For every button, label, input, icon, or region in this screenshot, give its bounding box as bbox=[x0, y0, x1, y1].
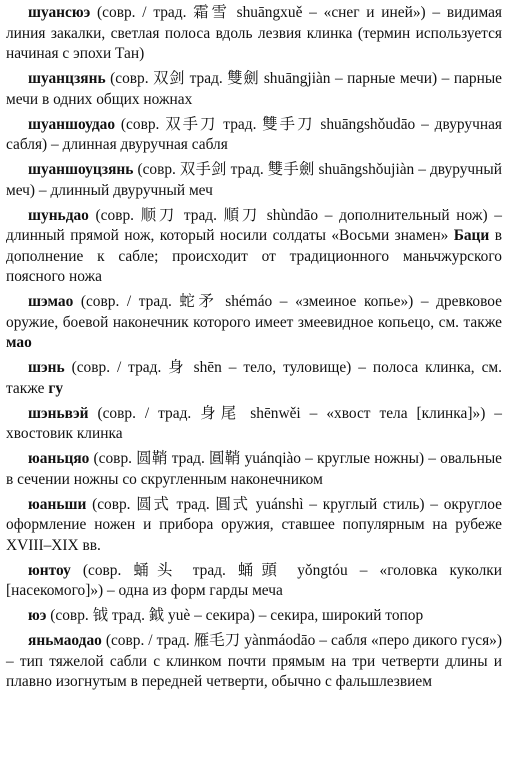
entry-definition: (совр. 圆鞘 трад. 圓鞘 yuánqiào – круглые ножны) – овальные в сечении ножны со скругленным наконечником bbox=[6, 450, 502, 488]
entry-definition: (совр. / трад. 身 shēn – тело, туловище) – полоса клинка, см. также bbox=[6, 359, 502, 397]
entry-term: юэ bbox=[28, 607, 47, 624]
entry-definition: (совр. 圆式 трад. 圓式 yuánshì – круглый стиль) – округлое оформление ножен и прибора оружия, ставшее популярным на рубеже XVIII–XIX вв. bbox=[6, 495, 502, 554]
entry-term: шуансюэ bbox=[28, 4, 91, 21]
dictionary-entry bbox=[6, 160, 502, 201]
entry-definition: (совр. 蛹头 трад. 蛹頭 yǒngtóu – «головка куколки [насекомого]») – одна из форм гарды меча bbox=[6, 561, 502, 599]
dictionary-entry bbox=[6, 631, 502, 693]
entry-definition: (совр. 双剑 трад. 雙劍 shuāngjiàn – парные мечи) – парные мечи в одних общих ножнах bbox=[6, 70, 502, 108]
dictionary-entry bbox=[6, 404, 502, 445]
entry-definition: (совр. 双手刀 трад. 雙手刀 shuāngshǒudāo – двуручная сабля) – длинная двуручная сабля bbox=[6, 115, 502, 153]
dictionary-entry bbox=[6, 449, 502, 490]
entry-definition: (совр. / трад. 蛇矛 shémáo – «змеиное копье») – древковое оружие, боевой наконечник которого имеет змеевидное копьецо, см. также bbox=[6, 293, 502, 331]
dictionary-entry bbox=[6, 495, 502, 557]
entry-term: шэнь bbox=[28, 359, 65, 376]
dictionary-entry bbox=[6, 115, 502, 156]
dictionary-entry bbox=[6, 292, 502, 354]
entry-term: шуньдао bbox=[28, 206, 89, 224]
entry-term: юаньши bbox=[28, 495, 87, 513]
entry-definition: (совр. 钺 трад. 鉞 yuè – секира) – секира, широкий топор bbox=[46, 607, 424, 624]
entry-definition-continued: в дополнение к сабле; происходит от традиционного маньчжурского поясного ножа bbox=[6, 227, 502, 285]
entry-term: юнтоу bbox=[28, 561, 71, 579]
entry-term: шуаншоуцзянь bbox=[28, 161, 134, 178]
entry-term: шэньвэй bbox=[28, 404, 89, 422]
entry-term: юаньцяо bbox=[28, 450, 90, 467]
dictionary-entry bbox=[6, 606, 502, 627]
dictionary-entry bbox=[6, 561, 502, 602]
cross-reference: мао bbox=[6, 334, 32, 351]
entry-term: шуаншоудао bbox=[28, 115, 116, 133]
entry-definition: (совр. 双手剑 трад. 雙手劍 shuāngshǒujiàn – двуручный меч) – длинный двуручный меч bbox=[6, 161, 502, 199]
dictionary-entry bbox=[6, 69, 502, 110]
entry-term: шуанцзянь bbox=[28, 70, 106, 87]
entry-definition: (совр. / трад. 身尾 shēnwěi – «хвост тела [клинка]») – хвостовик клинка bbox=[6, 404, 502, 442]
cross-reference: гу bbox=[48, 379, 64, 397]
dictionary-entry bbox=[6, 3, 502, 65]
entry-definition: (совр. 顺刀 трад. 順刀 shùndāo – дополнительный нож) – длинный прямой нож, который носили солдаты «Восьми знамен» bbox=[6, 206, 502, 244]
entry-definition: (совр. / трад. 雁毛刀 yànmáodāo – сабля «перо дикого гуся») – тип тяжелой сабли с клинком почти прямым на три четверти длины и плавно изогнутым в передней четверти, обычно с фальшлезвием bbox=[6, 632, 502, 690]
entry-definition: (совр. / трад. 霜雪 shuāngxuě – «снег и иней») – видимая линия закалки, светлая полоса вдоль лезвия клинка (термин используется начиная с эпохи Тан) bbox=[6, 4, 502, 62]
cross-reference: Баци bbox=[453, 227, 490, 244]
dictionary-entry bbox=[6, 358, 502, 399]
entry-term: шэмао bbox=[28, 293, 74, 310]
entry-term: яньмаодао bbox=[28, 632, 102, 649]
dictionary-entry bbox=[6, 206, 502, 288]
